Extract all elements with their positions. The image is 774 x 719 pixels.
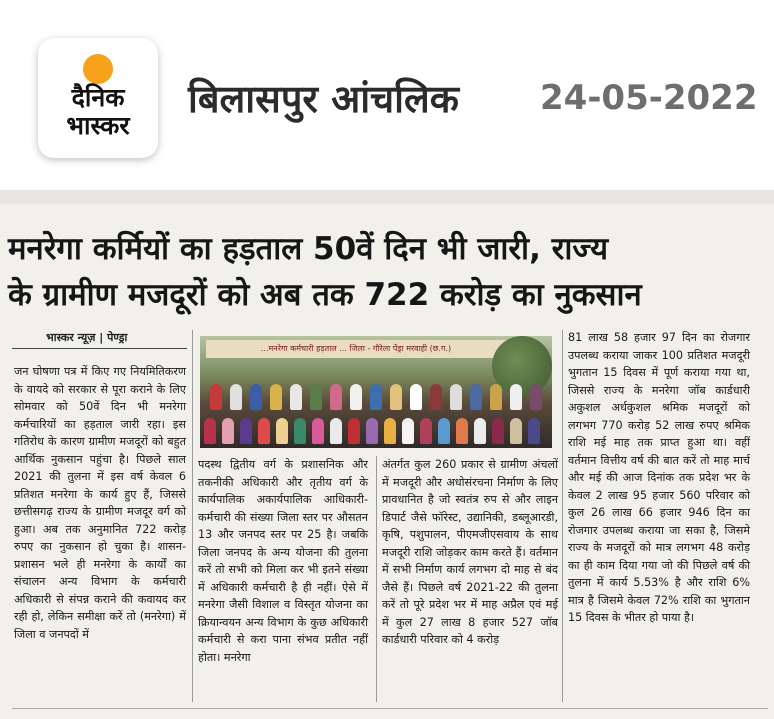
logo-text-line1: दैनिक bbox=[71, 83, 125, 112]
column-divider bbox=[376, 456, 377, 702]
article-column-1 bbox=[14, 363, 186, 643]
article-column-4 bbox=[568, 329, 750, 627]
edition-title: बिलासपुर आंचलिक bbox=[188, 77, 459, 121]
logo-text-line2: भास्कर bbox=[66, 111, 130, 140]
crowd-back-row bbox=[200, 380, 552, 410]
protest-photo bbox=[200, 336, 552, 448]
byline: भास्कर न्यूज़ | पेण्ड्रा bbox=[46, 331, 128, 344]
headline-line1: मनरेगा कर्मियों का हड़ताल 50वें दिन भी जारी, राज्य bbox=[8, 231, 609, 267]
app-header bbox=[0, 0, 774, 190]
article-column-3 bbox=[382, 456, 558, 649]
column-divider bbox=[562, 330, 563, 702]
dainik-bhaskar-logo[interactable] bbox=[38, 38, 158, 158]
edition-date: 24-05-2022 bbox=[540, 78, 758, 118]
article-text: अंतर्गत कुल 260 प्रकार से ग्रामीण अंचलों में मजदूरी और अधोसंरचना निर्माण के लिए प्रावधानित है जो स्वतंत्र रुप से और लाइन डिपार्ट जैसे फॉरेस्ट, उद्यानिकी, डब्लूआरडी, कृषि, पशुपालन, पीएमजीएसवाय के साथ मजदूरी राशि जोड़कर काम करते हैं। वर्तमान में सभी निर्माण कार्य लगभग दो माह से बंद जैसे हैं। पिछले वर्ष 2021-22 की तुलना करें तो पूरे प्रदेश भर में माह अप्रैल एवं मई में कुल 27 लाख 8 हजार 527 जॉब कार्डधारी परिवार को 4 करोड़ bbox=[382, 458, 558, 646]
article-text: जन घोषणा पत्र में किए गए नियमितिकरण के वायदे को सरकार से पूरा कराने के लिए सोमवार को 50वें दिन भी मनरेगा कर्मचारियों का हड़ताल जारी रहा। इस गतिरोध के कारण ग्रामीण मजदूरों को बहुत आर्थिक नुकसान पहुंचा है। पिछले साल 2021 की तुलना में इस वर्ष केवल 6 प्रतिशत मनरेगा के कार्य हुए हैं, जिससे छत्तीसगढ़ राज्य के ग्रामीण मजदूर वर्ग को हुआ। अब तक अनुमानित 722 करोड़ रुपए का नुकसान हो चुका है। शासन-प्रशासन भले ही मनरेगा के कार्यों का संचालन अन्य विभाग के कर्मचारी अधिकारी से संपन्न कराने की कवायद कर रही हो, लेकिन समीक्षा करें तो (मनरेगा) में जिला व जनपदों में bbox=[14, 365, 186, 641]
headline bbox=[8, 226, 768, 318]
headline-line2: के ग्रामीण मजदूरों को अब तक 722 करोड़ का नुकसान bbox=[8, 277, 642, 313]
crowd-front-row bbox=[200, 414, 552, 444]
divider bbox=[12, 348, 187, 349]
article-text: 81 लाख 58 हजार 97 दिन का रोजगार उपलब्ध कराया जाकर 100 प्रतिशत मजदूरी भुगतान 15 दिवस में पूर्ण कराया गया था, जिससे राज्य के मनरेगा जॉब कार्डधारी अकुशल अर्धकुशल श्रमिक मजदूरों को लगभग 770 करोड़ 52 लाख रुपए श्रमिक राशि मई माह तक प्राप्त हुआ था। वहीं वर्तमान वित्तीय वर्ष की बात करें तो माह मार्च और मई की आज दिनांक तक प्रदेश भर के केवल 2 लाख 95 हजार 560 परिवार को कुल 26 लाख 66 हजार 946 दिन का रोजगार उपलब्ध कराया जा सका है, जिसमे राज्य के मजदूरों को मात्र लगभग 48 करोड़ का ही काम दिया गया जो की पिछले वर्ष की तुलना में कार्य 5.53% है और राशि 6% मात्र है जिसमे केवल 72% राशि का भुगतान 15 दिवस के भीतर हो पाया है। bbox=[568, 331, 750, 624]
photo-banner: ...मनरेगा कर्मचारी हड़ताल ... जिला - गौरेला पेंड्रा मरवाही (छ.ग.) bbox=[206, 340, 506, 358]
sun-icon bbox=[83, 54, 113, 84]
column-divider bbox=[192, 330, 193, 702]
article-text: पदस्थ द्वितीय वर्ग के प्रशासनिक और तकनीकी अधिकारी और तृतीय वर्ग के कार्यपालिक अकार्यपालिक आधिकारी-कर्मचारी की संख्या जिला स्तर पर औसतन 13 और जनपद स्तर पर 25 है। जबकि जिला जनपद के अन्य योजना की तुलना करें तो सभी को मिला कर भी इतने संख्या में अधिकारी कर्मचारी है ही नहीं। ऐसे में मनरेगा जैसी विशाल व विस्तृत योजना का क्रियान्वयन अन्य विभाग के कुछ अधिकारी कर्मचारी से करा पाना संभव प्रतीत नहीं होता। मनरेगा bbox=[198, 458, 368, 664]
divider bbox=[12, 708, 768, 709]
article-column-2 bbox=[198, 456, 368, 666]
